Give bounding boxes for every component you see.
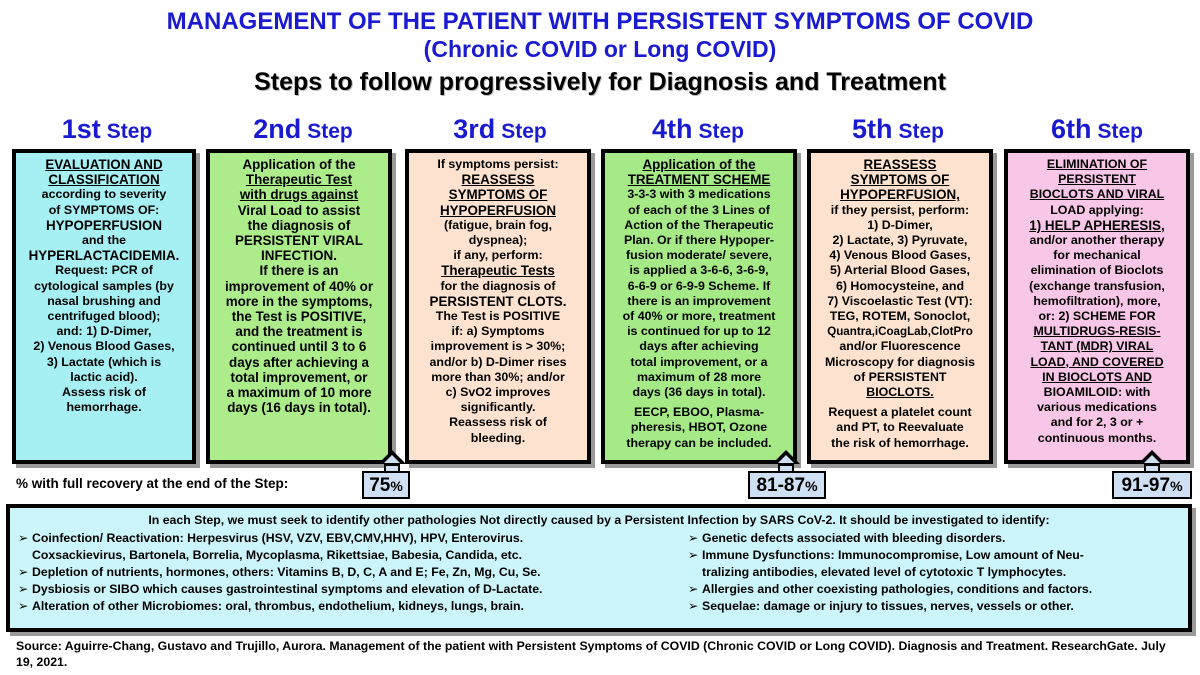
step-1-line: cytological samples (by <box>34 278 174 293</box>
step-5-line: and PT, to Reevaluate <box>836 420 964 435</box>
source-citation: Source: Aguirre-Chang, Gustavo and Trujillo, Aurora. Management of the patient with Persistent Symptoms of COVID (Chronic COVID or Long COVID). Diagnosis and Treatment. ResearchGate. July 19, 2021. <box>16 639 1166 669</box>
list-item: ➢ Genetic defects associated with bleeding disorders. <box>688 531 1006 545</box>
step-4-line: is continued for up to 12 <box>627 324 771 339</box>
step-4-line: TREATMENT SCHEME <box>627 172 771 188</box>
step-2-line: PERSISTENT VIRAL <box>235 233 363 249</box>
step-4-line: Plan. Or if there Hypoper- <box>623 233 775 248</box>
arrow-bullet-icon: ➢ <box>688 599 699 613</box>
step-5-line: of PERSISTENT <box>853 369 947 384</box>
arrow-bullet-icon: ➢ <box>688 531 699 545</box>
step-2-box <box>206 149 392 464</box>
step-1-line: 3) Lactate (which is <box>46 354 162 369</box>
step-3-line: more than 30%; and/or <box>431 369 565 384</box>
step-2-line: Viral Load to assist <box>237 202 361 218</box>
step-2-line: the diagnosis of <box>247 217 351 233</box>
left-bullet-list <box>18 530 678 615</box>
recovery-value-step-2: 75% <box>362 471 410 499</box>
right-bullet-list <box>678 530 1180 615</box>
step-2-line: the Test is POSITIVE, <box>231 309 367 325</box>
step-2-line: days after achieving a <box>229 354 369 370</box>
step-4-line: 3-3-3 with 3 medications <box>627 187 771 202</box>
step-4-line: total improvement, or a <box>630 354 768 369</box>
step-5-line: Quantra,iCoagLab,ClotPro <box>827 325 973 339</box>
step-3-line: bleeding. <box>470 430 526 445</box>
step-4-line: Application of the <box>642 157 756 172</box>
step-2-line: If there is an <box>259 263 339 279</box>
step-6-line: various medications <box>1037 400 1157 415</box>
step-6-line: for mechanical <box>1053 248 1141 263</box>
step-6-line: hemofiltration), more, <box>1033 293 1161 308</box>
step-6-line: elimination of Bioclots <box>1030 263 1164 278</box>
step-3-line: If symptoms persist: <box>437 157 559 171</box>
other-pathologies-box <box>6 504 1192 632</box>
step-4-line: days (36 days in total). <box>632 385 766 400</box>
step-3-label: 3rd Step <box>453 114 547 144</box>
section-heading: Steps to follow progressively for Diagnosis and Treatment <box>254 68 946 96</box>
step-2-line: Application of the <box>242 157 356 172</box>
step-1-line: 2) Venous Blood Gases, <box>33 339 175 354</box>
step-5-line: 4) Venous Blood Gases, <box>829 248 971 263</box>
arrow-bullet-icon: ➢ <box>688 548 699 562</box>
step-3-line: and/or b) D-Dimer rises <box>429 354 567 369</box>
step-2-line: INFECTION. <box>261 248 337 264</box>
list-item: ➢ Coinfection/ Reactivation: Herpesvirus (HSV, VZV, EBV,CMV,HHV), HPV, Enterovirus. Coxsackievirus, Bartonela, Borrelia, Mycoplasma, Rikettsiae, Babesia, Candida, etc. <box>18 531 524 562</box>
main-subtitle: (Chronic COVID or Long COVID) <box>423 36 777 62</box>
step-1-line: nasal brushing and <box>47 293 161 308</box>
step-6-line: ELIMINATION OF <box>1046 157 1148 171</box>
main-title: MANAGEMENT OF THE PATIENT WITH PERSISTENT SYMPTOMS OF COVID <box>166 8 1034 35</box>
step-3-line: significantly. <box>460 400 536 415</box>
step-1-line: EVALUATION AND <box>45 157 163 172</box>
step-6-line: MULTIDRUGS-RESIS- <box>1033 324 1161 339</box>
arrow-bullet-icon: ➢ <box>18 565 29 579</box>
step-2-line: Therapeutic Test <box>245 172 353 188</box>
step-3-line: (fatigue, brain fog, <box>443 217 553 232</box>
step-5-line: if they persist, perform: <box>830 202 970 217</box>
step-6-line: or: 2) SCHEME FOR <box>1038 309 1156 324</box>
step-2-line: more in the symptoms, <box>225 293 373 309</box>
step-6-box <box>1004 149 1190 464</box>
step-1-line: Assess risk of <box>61 385 147 400</box>
step-5-line: BIOCLOTS. <box>866 385 934 400</box>
step-4-line: of 40% or more, treatment <box>622 309 776 324</box>
step-1-line: of SYMPTOMS OF: <box>48 202 160 217</box>
arrow-bullet-icon: ➢ <box>18 582 29 596</box>
step-6-line: (exchange transfusion, <box>1029 278 1165 293</box>
step-6-line: and/or another therapy <box>1029 233 1165 248</box>
step-5-box <box>807 149 993 464</box>
step-6-line: LOAD, AND COVERED <box>1030 354 1164 369</box>
step-1-line: hemorrhage. <box>66 400 142 415</box>
step-6-line: IN BIOCLOTS AND <box>1042 369 1152 384</box>
step-1-line: CLASSIFICATION <box>48 172 160 188</box>
step-4-label: 4th Step <box>651 114 744 144</box>
step-1-line: according to severity <box>41 187 167 202</box>
step-5-line: 6) Homocysteine, and <box>835 278 965 293</box>
arrow-bullet-icon: ➢ <box>18 599 29 613</box>
step-3-line: HYPOPERFUSION <box>439 202 557 218</box>
list-item: ➢ Depletion of nutrients, hormones, others: Vitamins B, D, C, A and E; Fe, Zn, Mg, Cu, Se. <box>18 565 541 579</box>
step-3-line: if: a) Symptoms <box>451 324 545 339</box>
step-2-label: 2nd Step <box>253 114 353 144</box>
step-5-line: HYPOPERFUSION, <box>840 187 960 203</box>
arrow-bullet-icon: ➢ <box>18 531 29 545</box>
step-5-line: Microscopy for diagnosis <box>824 354 976 369</box>
list-item: ➢ Allergies and other coexisting pathologies, conditions and factors. <box>688 582 1093 596</box>
step-4-line: pheresis, HBOT, Ozone <box>630 420 768 435</box>
step-1-box <box>12 149 196 464</box>
step-3-line: improvement is > 30%; <box>430 339 566 354</box>
step-4-line: maximum of 28 more <box>637 369 761 384</box>
step-5-line: the risk of hemorrhage. <box>831 435 969 450</box>
step-5-line: TEG, ROTEM, Sonoclot, <box>829 309 971 324</box>
step-3-line: The Test is POSITIVE <box>435 309 561 324</box>
list-item: ➢ Dysbiosis or SIBO which causes gastrointestinal symptoms and elevation of D-Lactate. <box>18 582 543 596</box>
step-5-line: 7) Viscoelastic Test (VT): <box>827 293 973 308</box>
step-3-line: REASSESS <box>461 172 535 188</box>
step-4-line: fusion moderate/ severe, <box>626 248 772 263</box>
step-1-line: lactic acid). <box>70 369 138 384</box>
step-2-line: continued until 3 to 6 <box>231 339 367 355</box>
step-6-line: and for 2, 3 or + <box>1050 415 1144 430</box>
other-pathologies-intro: In each Step, we must seek to identify other pathologies Not directly caused by a Persistent Infection by SARS CoV-2. It should be investigated to identify: <box>148 513 1050 527</box>
step-6-line: LOAD applying: <box>1050 202 1144 217</box>
step-2-line: days (16 days in total). <box>227 400 371 416</box>
step-2-line: and the treatment is <box>235 324 363 340</box>
step-4-line: there is an improvement <box>627 293 771 308</box>
step-5-line: SYMPTOMS OF <box>850 172 950 188</box>
step-3-box <box>405 149 591 464</box>
recovery-label: % with full recovery at the end of the Step: <box>16 476 289 491</box>
step-2-line: improvement of 40% or <box>224 278 374 294</box>
step-3-line: Therapeutic Tests <box>441 263 555 279</box>
step-6-line: continuous months. <box>1037 430 1157 445</box>
step-6-line: BIOAMILOID: with <box>1043 385 1151 400</box>
step-4-box <box>601 149 797 464</box>
step-5-line: Request a platelet count <box>828 405 972 420</box>
step-6-line: TANT (MDR) VIRAL <box>1040 339 1154 354</box>
step-1-line: HYPERLACTACIDEMIA. <box>28 248 180 264</box>
step-5-line: 2) Lactate, 3) Pyruvate, <box>832 233 968 248</box>
step-1-label: 1st Step <box>61 114 153 144</box>
step-3-line: for the diagnosis of <box>440 278 556 293</box>
recovery-value-step-6: 91-97% <box>1112 471 1192 499</box>
step-5-line: 1) D-Dimer, <box>867 217 933 232</box>
step-6-line: BIOCLOTS AND VIRAL <box>1029 187 1165 202</box>
step-6-label: 6th Step <box>1050 114 1143 144</box>
step-1-line: Request: PCR of <box>55 263 153 278</box>
step-3-line: PERSISTENT CLOTS. <box>429 293 567 309</box>
step-3-line: Reassess risk of <box>449 415 547 430</box>
step-4-line: EECP, EBOO, Plasma- <box>634 405 764 420</box>
step-1-line: and: 1) D-Dimer, <box>56 324 152 339</box>
step-4-line: 6-6-9 or 6-9-9 Scheme. If <box>627 278 771 293</box>
step-1-line: and the <box>81 233 127 248</box>
step-2-line: with drugs against <box>239 187 359 203</box>
list-item: ➢ Alteration of other Microbiomes: oral, thrombus, endothelium, kidneys, lungs, brain. <box>18 599 524 613</box>
list-item: ➢ Immune Dysfunctions: Immunocompromise, Low amount of Neu- tralizing antibodies, elevated level of cytotoxic T lymphocytes. <box>688 548 1084 579</box>
arrow-bullet-icon: ➢ <box>688 582 699 596</box>
step-6-line: 1) HELP APHERESIS, <box>1029 217 1165 233</box>
step-5-line: 5) Arterial Blood Gases, <box>829 263 970 278</box>
step-3-line: dyspnea); <box>468 233 528 248</box>
step-2-line: a maximum of 10 more <box>226 385 372 401</box>
list-item: ➢ Sequelae: damage or injury to tissues, nerves, vessels or other. <box>688 599 1074 613</box>
step-3-line: SYMPTOMS OF <box>448 187 548 203</box>
step-4-line: therapy can be included. <box>626 435 772 450</box>
step-4-line: Action of the Therapeutic <box>624 217 774 232</box>
recovery-value-step-4: 81-87% <box>748 471 826 499</box>
step-4-line: days after achieving <box>639 339 759 354</box>
step-5-line: and/or Fluorescence <box>839 339 961 354</box>
step-3-line: c) SvO2 improves <box>445 385 551 400</box>
step-1-line: centrifuged blood); <box>47 309 161 324</box>
step-6-line: PERSISTENT <box>1058 172 1136 187</box>
step-5-line: REASSESS <box>863 157 937 172</box>
step-2-line: total improvement, or <box>230 369 368 385</box>
step-3-line: if any, perform: <box>453 248 543 263</box>
step-4-line: of each of the 3 Lines of <box>628 202 770 217</box>
step-4-line: is applied a 3-6-6, 3-6-9, <box>629 263 769 278</box>
step-1-line: HYPOPERFUSION <box>45 217 163 233</box>
step-5-label: 5th Step <box>851 114 944 144</box>
